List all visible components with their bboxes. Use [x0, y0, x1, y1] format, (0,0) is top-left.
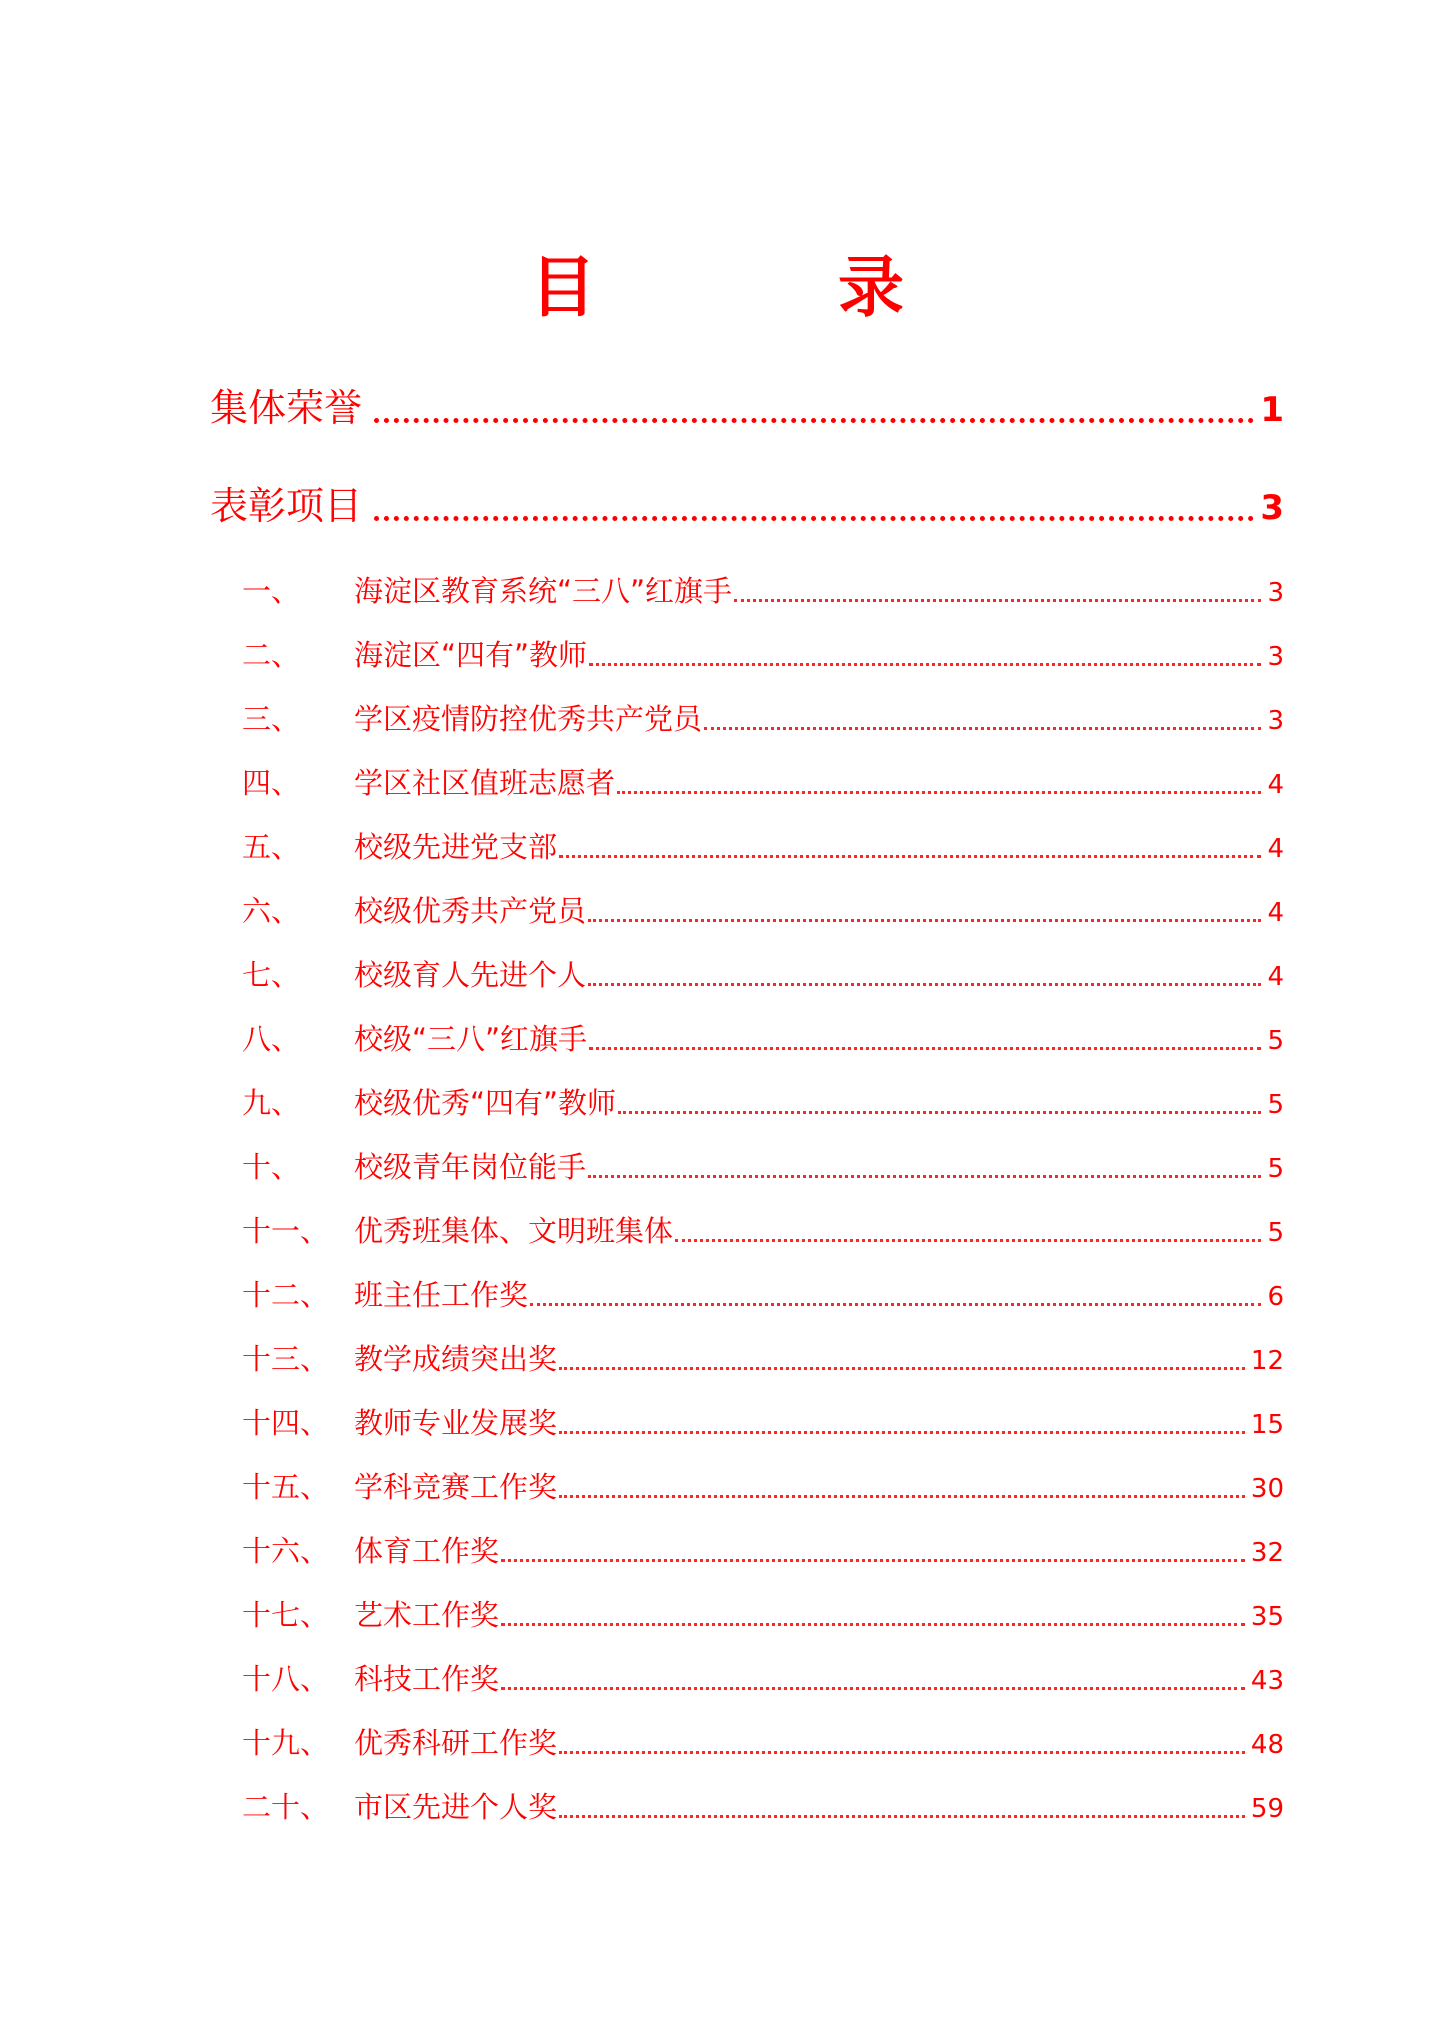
toc-entry-label: 教师专业发展奖	[354, 1406, 558, 1440]
dot-leader	[501, 1687, 1245, 1690]
dot-leader	[588, 983, 1261, 986]
dot-leader	[588, 919, 1261, 922]
toc-entry-label: 校级优秀“四有”教师	[354, 1086, 617, 1120]
toc-entry-label: 市区先进个人奖	[354, 1790, 558, 1824]
toc-entry-number: 二十、	[242, 1790, 330, 1824]
toc-section-collective-honors[interactable]	[210, 378, 1284, 438]
toc-entry-label: 海淀区教育系统“三八”红旗手	[354, 574, 733, 608]
toc-entry-number: 十一、	[242, 1214, 330, 1248]
toc-entry-number: 三、	[242, 702, 301, 736]
dot-leader	[559, 1815, 1245, 1818]
toc-entry-number: 五、	[242, 830, 301, 864]
dot-leader	[559, 855, 1261, 858]
toc-entry-label: 校级先进党支部	[354, 830, 558, 864]
toc-page-number: 3	[1267, 706, 1284, 736]
toc-entry[interactable]	[210, 1590, 1284, 1640]
toc-entry-number: 十二、	[242, 1278, 330, 1312]
toc-page-number: 12	[1250, 1346, 1284, 1376]
toc-entry-label: 校级优秀共产党员	[354, 894, 587, 928]
toc-entry[interactable]	[210, 1718, 1284, 1768]
toc-entry[interactable]	[210, 1462, 1284, 1512]
dot-leader	[501, 1559, 1245, 1562]
dot-leader	[704, 727, 1261, 730]
toc-entry[interactable]	[210, 1014, 1284, 1064]
toc-entry-label: 校级育人先进个人	[354, 958, 587, 992]
toc-entry-number: 十八、	[242, 1662, 330, 1696]
page-title: 目 录	[530, 249, 992, 326]
toc-page-number: 4	[1267, 962, 1284, 992]
toc-entry-number: 一、	[242, 574, 301, 608]
toc-entry-number: 十四、	[242, 1406, 330, 1440]
dot-leader	[559, 1495, 1245, 1498]
toc-entry-label: 海淀区“四有”教师	[354, 638, 588, 672]
toc-entry-number: 八、	[242, 1022, 301, 1056]
toc-entry-label: 校级“三八”红旗手	[354, 1022, 588, 1056]
toc-entry-number: 十七、	[242, 1598, 330, 1632]
toc-entry-number: 十六、	[242, 1534, 330, 1568]
dot-leader	[734, 599, 1261, 602]
toc-section-label: 集体荣誉	[210, 386, 363, 430]
toc-page-number: 32	[1250, 1538, 1284, 1568]
toc-section-commendation-items[interactable]	[210, 476, 1284, 536]
toc-entry-label: 科技工作奖	[354, 1662, 500, 1696]
toc-entry-number: 七、	[242, 958, 301, 992]
toc-entry-label: 学科竞赛工作奖	[354, 1470, 558, 1504]
toc-entry[interactable]	[210, 758, 1284, 808]
dot-leader	[618, 1111, 1261, 1114]
toc-section-label: 表彰项目	[210, 484, 363, 528]
dot-leader	[589, 1047, 1261, 1050]
toc-entry-label: 优秀科研工作奖	[354, 1726, 558, 1760]
toc-page-number: 3	[1260, 488, 1284, 528]
toc-entry-label: 学区社区值班志愿者	[354, 766, 616, 800]
toc-page-number: 15	[1250, 1410, 1284, 1440]
toc-entry[interactable]	[210, 630, 1284, 680]
toc-entry-number: 九、	[242, 1086, 301, 1120]
toc-entry-label: 艺术工作奖	[354, 1598, 500, 1632]
toc-page-number: 59	[1250, 1794, 1284, 1824]
toc-page-number: 3	[1267, 578, 1284, 608]
dot-leader	[530, 1303, 1261, 1306]
toc-entry[interactable]	[210, 886, 1284, 936]
toc-page-number: 4	[1267, 898, 1284, 928]
toc-entry[interactable]	[210, 1654, 1284, 1704]
toc-entry[interactable]	[210, 822, 1284, 872]
toc-entry[interactable]	[210, 1078, 1284, 1128]
toc-entry[interactable]	[210, 1526, 1284, 1576]
toc-page-number: 6	[1267, 1282, 1284, 1312]
toc-page-number: 5	[1267, 1218, 1284, 1248]
dot-leader	[374, 418, 1254, 423]
toc-entry-number: 十、	[242, 1150, 301, 1184]
dot-leader	[588, 1175, 1261, 1178]
toc-page-number: 3	[1267, 642, 1284, 672]
toc-entry-number: 六、	[242, 894, 301, 928]
toc-entry[interactable]	[210, 950, 1284, 1000]
toc-entry[interactable]	[210, 1334, 1284, 1384]
toc-page-number: 5	[1267, 1154, 1284, 1184]
toc-entry-number: 四、	[242, 766, 301, 800]
toc-page-number: 48	[1250, 1730, 1284, 1760]
dot-leader	[559, 1751, 1245, 1754]
toc-entry-number: 十三、	[242, 1342, 330, 1376]
dot-leader	[559, 1367, 1245, 1370]
toc-entry-label: 学区疫情防控优秀共产党员	[354, 702, 703, 736]
dot-leader	[617, 791, 1261, 794]
toc-entry-label: 校级青年岗位能手	[354, 1150, 587, 1184]
toc-entry[interactable]	[210, 1206, 1284, 1256]
toc-page-number: 43	[1250, 1666, 1284, 1696]
toc-entry-label: 优秀班集体、文明班集体	[354, 1214, 674, 1248]
toc-page-number: 5	[1267, 1026, 1284, 1056]
toc-page-number: 4	[1267, 770, 1284, 800]
toc-page-number: 1	[1260, 390, 1284, 430]
toc-entry-number: 十五、	[242, 1470, 330, 1504]
toc-entry-label: 教学成绩突出奖	[354, 1342, 558, 1376]
dot-leader	[675, 1239, 1261, 1242]
toc-page-number: 30	[1250, 1474, 1284, 1504]
dot-leader	[589, 663, 1261, 666]
toc-page-number: 5	[1267, 1090, 1284, 1120]
toc-entry[interactable]	[210, 1398, 1284, 1448]
toc-entry[interactable]	[210, 1270, 1284, 1320]
toc-entry-number: 十九、	[242, 1726, 330, 1760]
toc-entry-label: 体育工作奖	[354, 1534, 500, 1568]
toc-entry-label: 班主任工作奖	[354, 1278, 529, 1312]
dot-leader	[501, 1623, 1245, 1626]
toc-entry[interactable]	[210, 566, 1284, 616]
toc-entry[interactable]	[210, 1782, 1284, 1832]
dot-leader	[559, 1431, 1245, 1434]
toc-entry[interactable]	[210, 694, 1284, 744]
toc-page-number: 35	[1250, 1602, 1284, 1632]
toc-page-number: 4	[1267, 834, 1284, 864]
toc-entry[interactable]	[210, 1142, 1284, 1192]
toc-entry-number: 二、	[242, 638, 301, 672]
dot-leader	[374, 516, 1254, 521]
